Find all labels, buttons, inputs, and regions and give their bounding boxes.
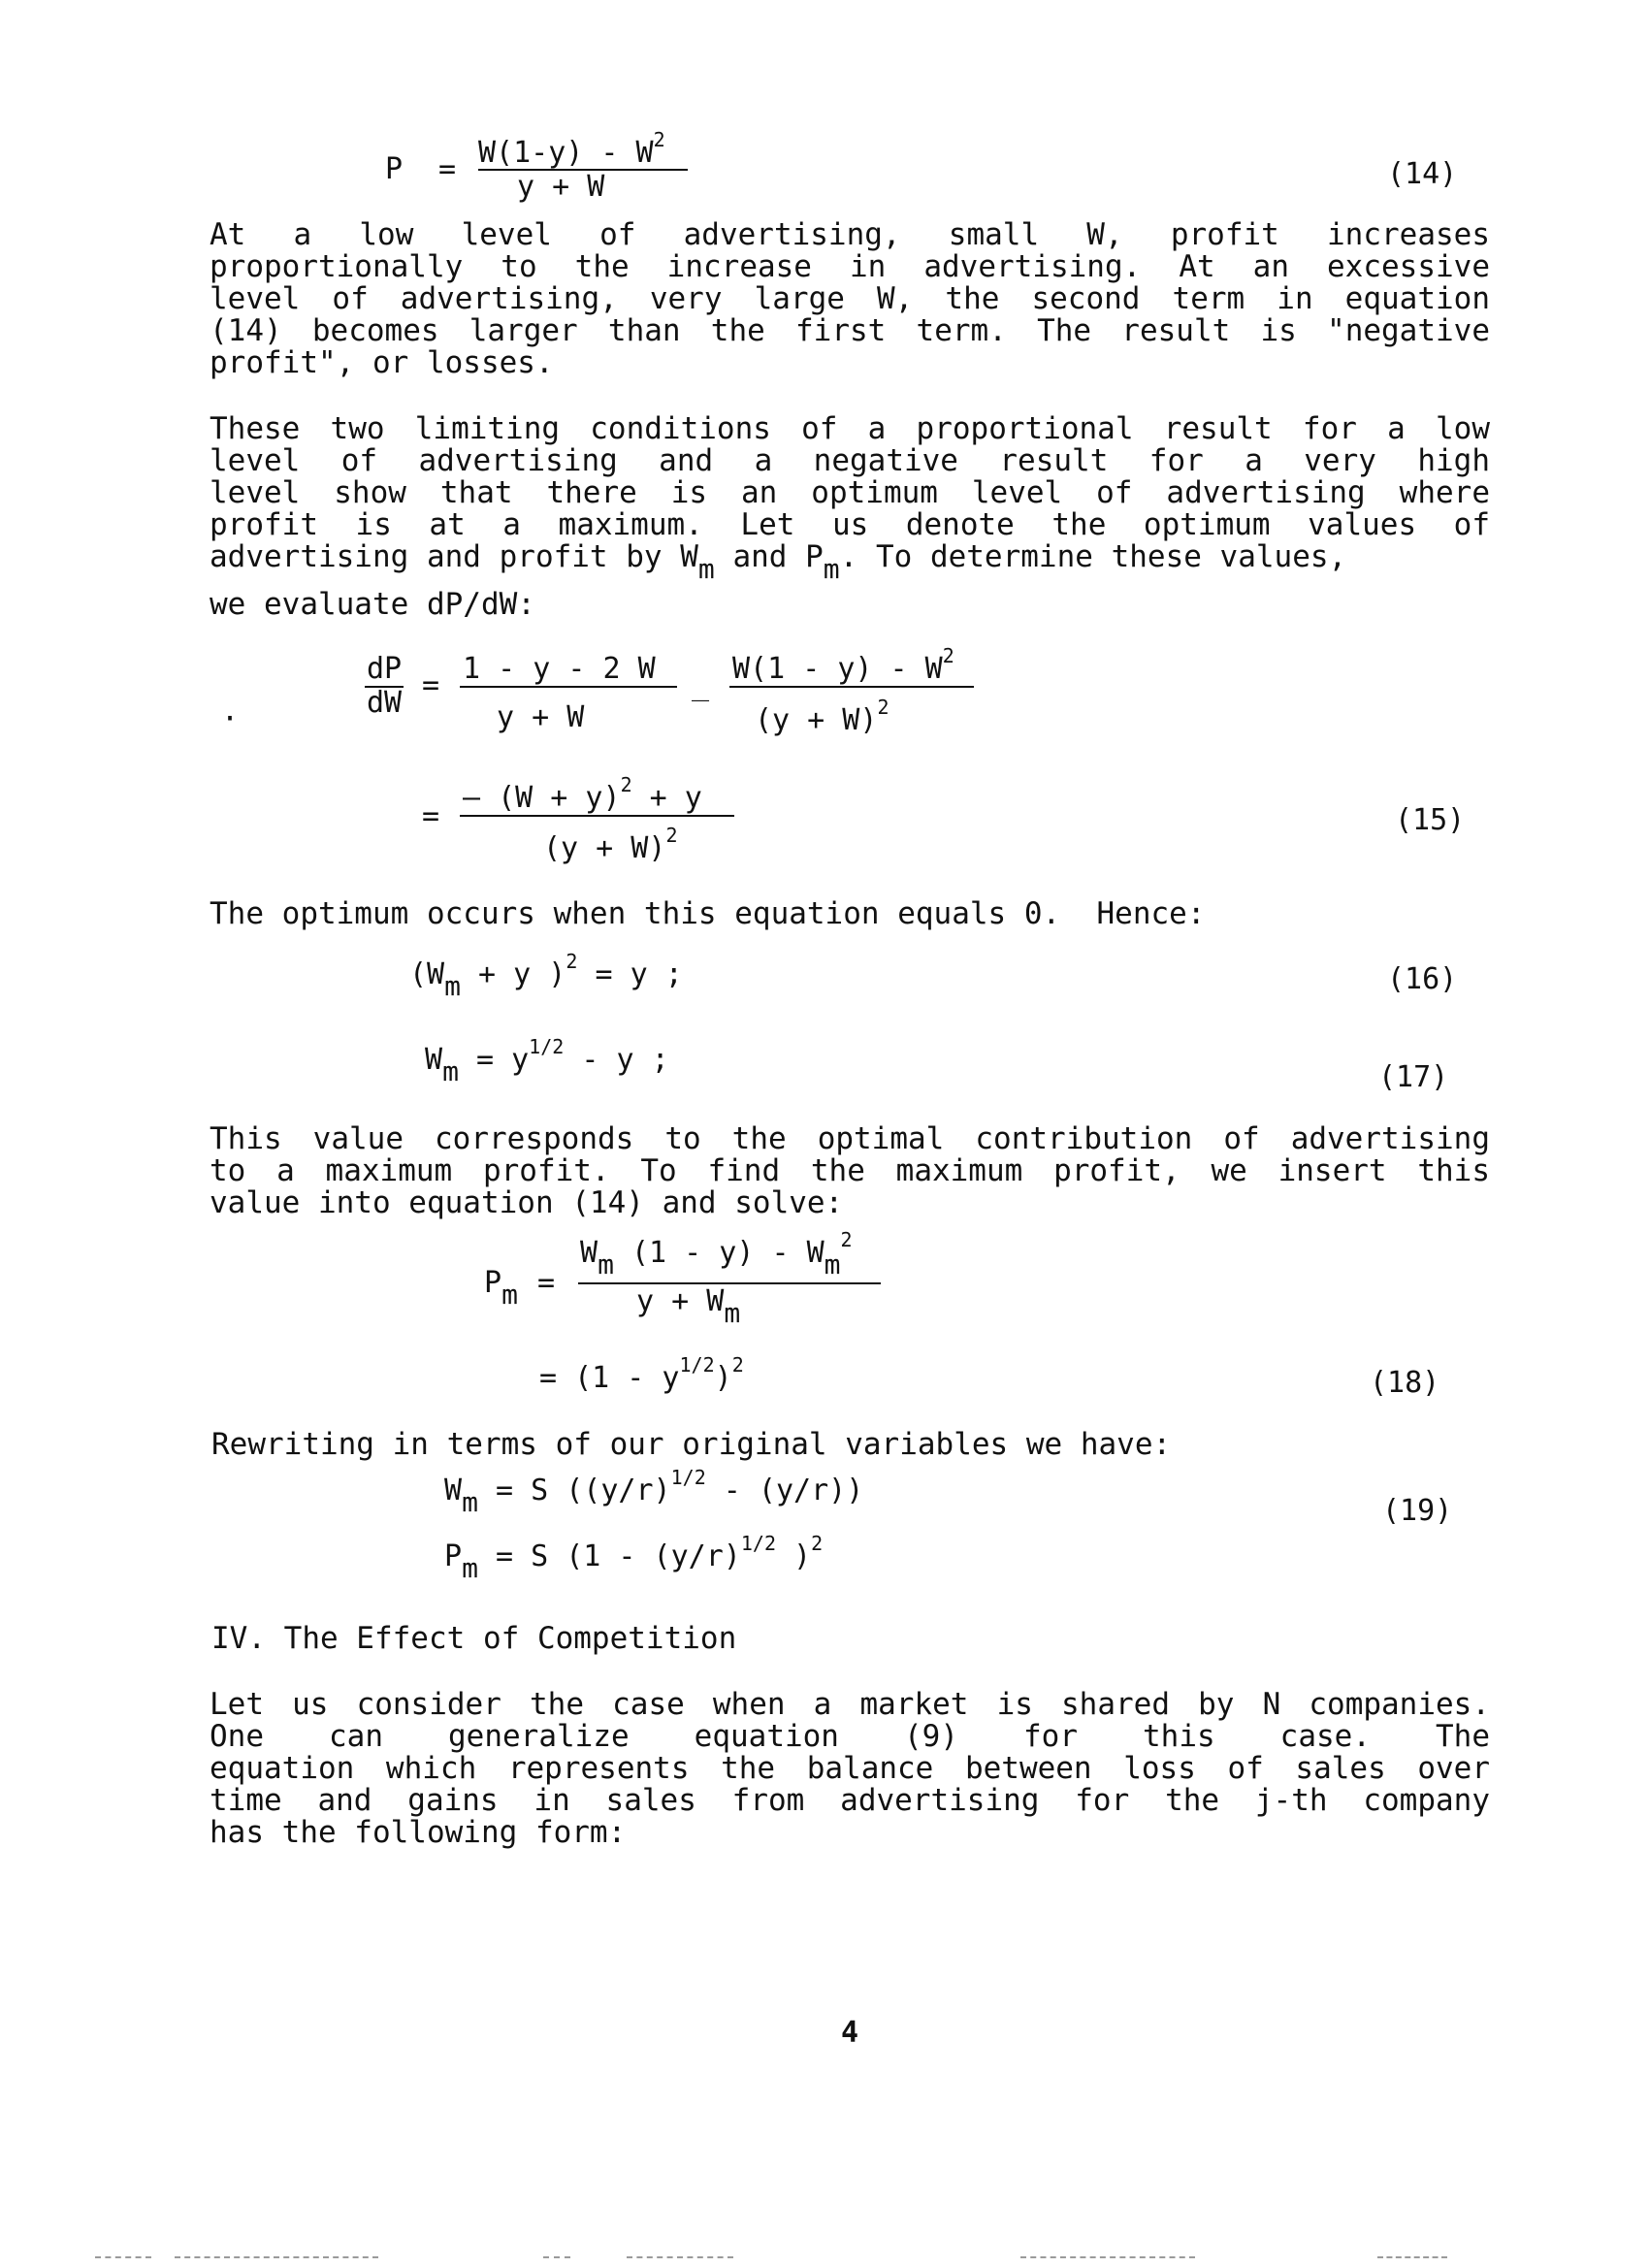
para6-last-line: has the following form: [210, 1815, 627, 1850]
eq15-term1-denominator: y + W [497, 700, 585, 734]
para2-line-optimum-notation: advertising and profit by Wm and Pm. To determine these values, [210, 539, 1347, 585]
eq15-term1-numerator: 1 - y - 2 W [463, 652, 656, 686]
eq15-result-fraction-bar [460, 815, 734, 817]
eq15-term1-fraction-bar [460, 686, 677, 688]
eq15-result-denominator: $(y + W)^2$ [543, 824, 678, 865]
eq14-lhs: P [385, 152, 404, 186]
para1-line: proportionally to the increase in advertising. At an excessive [210, 249, 1490, 284]
eq15-lhs-numerator: dP [367, 652, 403, 686]
scan-artifact [543, 2256, 570, 2258]
eq15-term2-fraction-bar [729, 686, 974, 688]
para4-last-line: value into equation (14) and solve: [210, 1185, 844, 1220]
eq14-denominator: y + W [517, 170, 605, 204]
eq15-number: (15) [1395, 803, 1466, 837]
para4-line: This value corresponds to the optimal contribution of advertising [210, 1121, 1490, 1156]
scan-artifact [1377, 2256, 1447, 2258]
para1-line: level of advertising, very large W, the second term in equation [210, 281, 1490, 316]
paragraph-optimum-occurs: The optimum occurs when this equation equals 0. Hence: [210, 896, 1206, 931]
para2-line-evaluate: we evaluate dP/dW: [210, 587, 535, 622]
eq18-number: (18) [1370, 1366, 1440, 1400]
eq19-line-pm: Pm = S ($1 - (y/r)^{1/2}$ )$^2$ [444, 1532, 824, 1584]
para6-line: Let us consider the case when a market is shared by N companies. [210, 1687, 1490, 1722]
paragraph-optimal-contribution [210, 1123, 1490, 1187]
eq18-denominator: y + Wm [636, 1284, 741, 1329]
para1-line: At a low level of advertising, small W, profit increases [210, 217, 1490, 252]
para1-line: (14) becomes larger than the first term. The result is "negative [210, 313, 1490, 348]
eq14-numerator: $W(1-y) - W^2$ [478, 128, 665, 170]
eq16-number: (16) [1387, 962, 1458, 996]
eq18-fraction-bar [578, 1282, 881, 1284]
eq18-equals: = [537, 1266, 556, 1300]
margin-dot: · [221, 702, 240, 736]
eq18-lhs: Pm [484, 1266, 518, 1311]
eq15-result-equals: = [422, 799, 440, 833]
eq19-number: (19) [1382, 1494, 1453, 1528]
eq15-result-numerator: – $(W + y)^2 + y$ [463, 773, 702, 815]
scan-artifact [627, 2256, 733, 2258]
section-heading: IV. The Effect of Competition [211, 1621, 737, 1656]
eq16-expression: (Wm + y )$^2$ = y ; [409, 950, 683, 1002]
paragraph-rewriting: Rewriting in terms of our original variables we have: [211, 1427, 1172, 1462]
scan-artifact [95, 2256, 151, 2258]
para1-last-line: profit", or losses. [210, 345, 554, 380]
scan-artifact [175, 2256, 378, 2258]
eq15-term2-numerator: $W(1 - y) - W^2$ [732, 644, 954, 686]
para2-line: These two limiting conditions of a proportional result for a low [210, 411, 1490, 446]
eq15-term2-denominator: $(y + W)^2$ [755, 696, 889, 737]
eq14-number: (14) [1387, 157, 1458, 191]
scan-artifact [1020, 2256, 1195, 2258]
paragraph-advertising-levels [210, 219, 1490, 347]
eq14-equals: = [438, 152, 457, 186]
para2-line: level of advertising and a negative result for a very high [210, 443, 1490, 478]
paragraph-limiting-conditions [210, 413, 1490, 541]
eq17-number: (17) [1378, 1060, 1449, 1094]
eq15-equals: = [422, 668, 440, 702]
para6-line: One can generalize equation (9) for this case. The [210, 1719, 1490, 1754]
para6-line: equation which represents the balance between loss of sales over [210, 1751, 1490, 1786]
eq18-numerator: Wm (1 - y) - Wm$^2$ [580, 1228, 853, 1280]
eq17-expression: $Wm = y^{1/2} - y$ ; [425, 1035, 669, 1087]
para4-line: to a maximum profit. To find the maximum profit, we insert this [210, 1153, 1490, 1188]
paragraph-competition [210, 1689, 1490, 1817]
para2-line: profit is at a maximum. Let us denote the optimum values of [210, 507, 1490, 542]
page-number: 4 [841, 2016, 859, 2050]
eq15-minus: _ [692, 668, 710, 702]
eq15-lhs-denominator: dW [367, 686, 403, 720]
para6-line: time and gains in sales from advertising for the j-th company [210, 1783, 1490, 1818]
eq19-line-wm: Wm = S $((y/r)^{1/2} - (y/r))$ [444, 1466, 864, 1518]
para2-line: level show that there is an optimum level of advertising where [210, 475, 1490, 510]
eq18-result: = $(1 - y^{1/2})^2$ [539, 1353, 744, 1395]
